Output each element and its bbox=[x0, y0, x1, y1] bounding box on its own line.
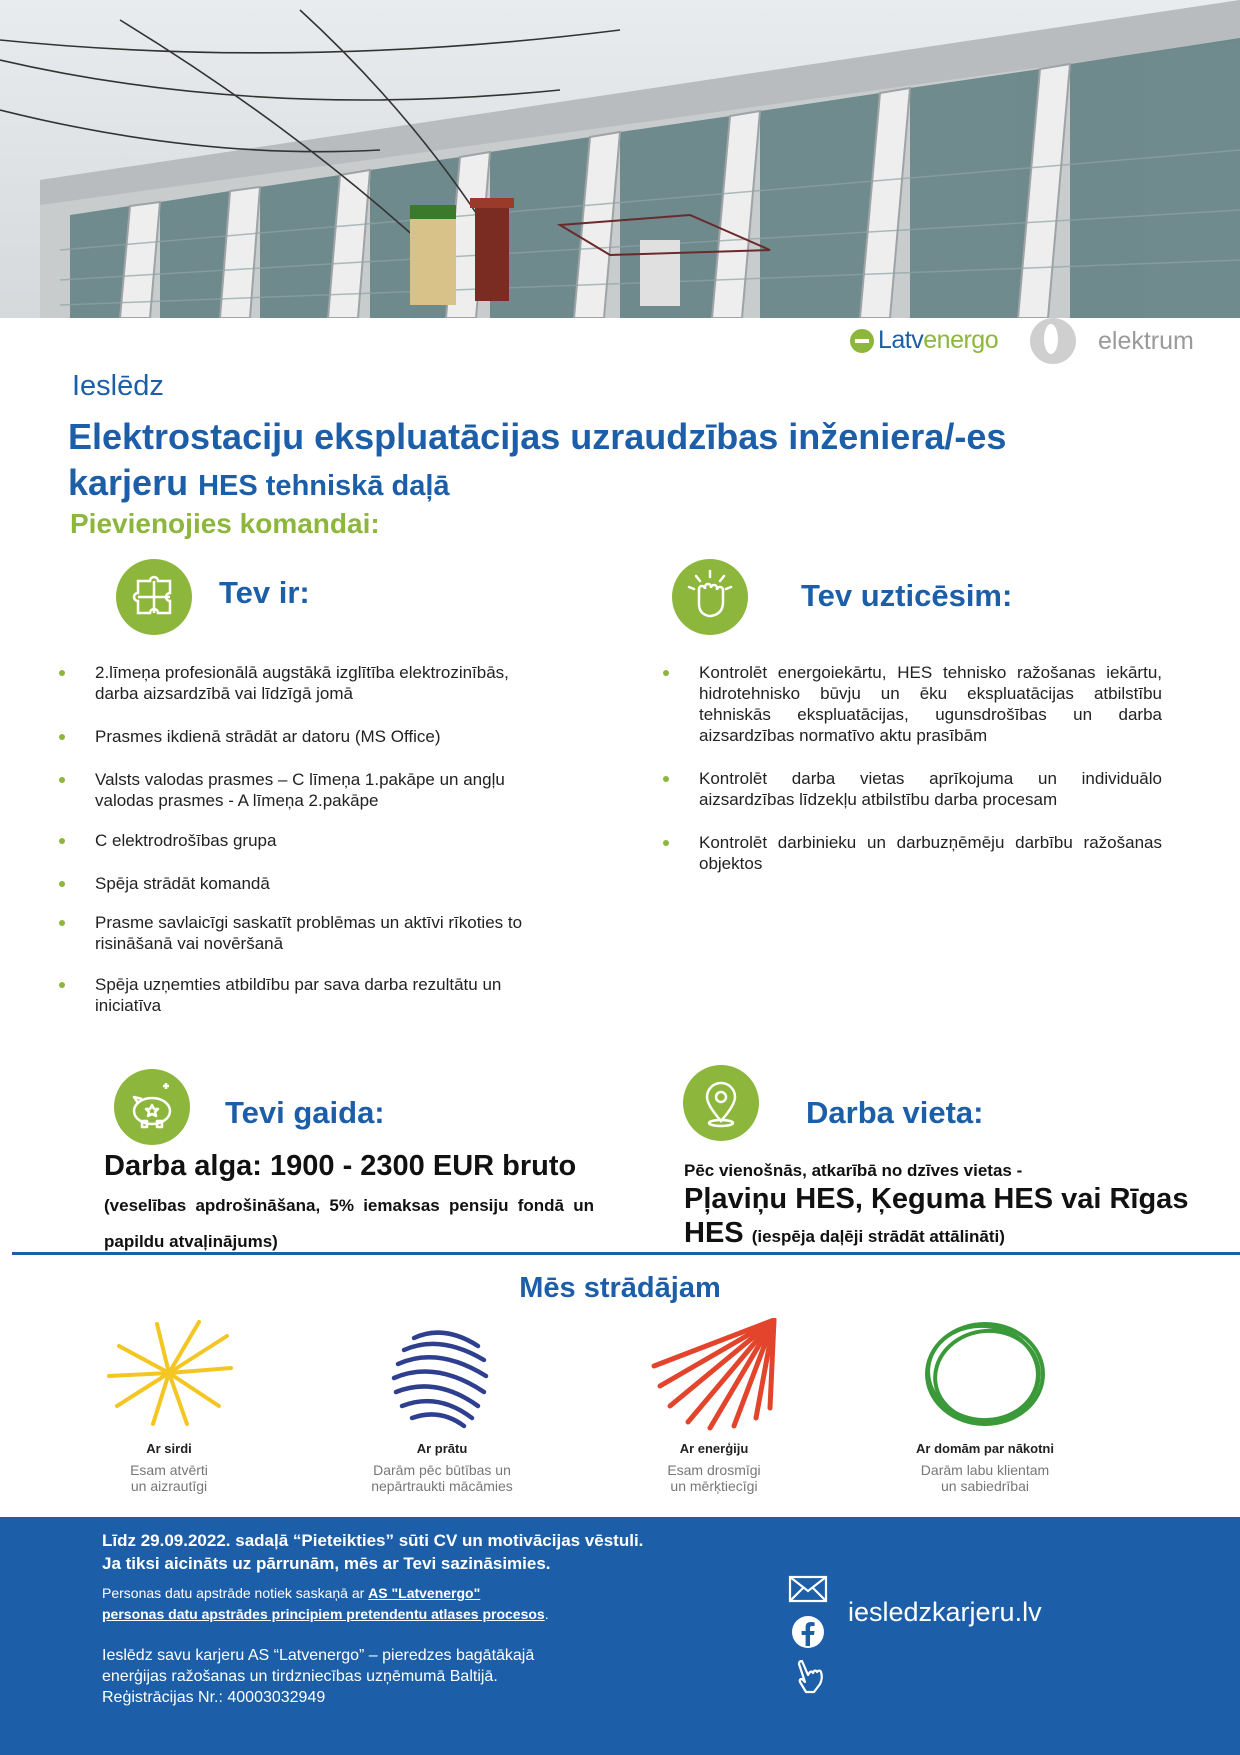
section-divider bbox=[12, 1252, 1240, 1255]
privacy-link-company[interactable]: AS "Latvenergo" bbox=[368, 1585, 481, 1601]
elektrum-logo bbox=[1030, 318, 1194, 364]
requirement-item: C elektrodrošības grupa bbox=[95, 830, 557, 851]
latvenergo-logo bbox=[850, 326, 998, 355]
duties-title: Tev uzticēsim: bbox=[801, 578, 1013, 613]
requirement-item: Valsts valodas prasmes – C līmeņa 1.pakāpe un angļu valodas prasmes - A līmeņa 2.pakāpe bbox=[95, 769, 557, 811]
value-future bbox=[885, 1318, 1085, 1494]
value-heart-desc: Esam atvērti un aizrautīgi bbox=[130, 1462, 208, 1494]
value-heart-title: Ar sirdi bbox=[146, 1441, 192, 1456]
privacy-notice: Personas datu apstrāde notiek saskaņā ar AS "Latvenergo" personas datu apstrādes principiem pretendentu atlases procesos. bbox=[102, 1585, 549, 1622]
sun-burst-icon bbox=[69, 1318, 269, 1436]
salary-note: (veselības apdrošināšana, 5% iemaksas pensiju fondā un papildu atvaļinājums) bbox=[104, 1196, 594, 1251]
latvenergo-logo-text: Latvenergo bbox=[878, 326, 999, 354]
value-energy bbox=[614, 1318, 814, 1494]
privacy-link-principles[interactable]: personas datu apstrādes principiem pretendentu atlases procesos bbox=[102, 1606, 545, 1622]
envelope-icon[interactable] bbox=[788, 1569, 828, 1609]
job-title-line1: Elektrostaciju ekspluatācijas uzraudzības inženiera/-es bbox=[68, 416, 1007, 457]
location-lead: Pēc vienošnās, atkarībā no dzīves vietas - bbox=[684, 1161, 1023, 1180]
duty-item: Kontrolēt energoiekārtu, HES tehnisko ražošanas iekārtu, hidrotehnisko būvju un ēku ekspluatācijas atbilstību tehniskās ekspluatācijas, ugunsdrošības un darba aizsardzības normatīvo aktu prasībām bbox=[699, 663, 1162, 745]
value-energy-title: Ar enerģiju bbox=[679, 1441, 749, 1456]
benefits-title: Tevi gaida: bbox=[225, 1095, 385, 1130]
requirements-list bbox=[95, 662, 557, 1016]
value-mind bbox=[342, 1318, 542, 1494]
kicker: Ieslēdz bbox=[72, 370, 164, 402]
duties-list bbox=[699, 662, 1162, 874]
value-future-desc: Darām labu klientam un sabiedrībai bbox=[920, 1462, 1050, 1494]
requirement-item: Prasmes ikdienā strādāt ar datoru (MS Office) bbox=[95, 726, 557, 747]
piggy-bank-icon bbox=[114, 1069, 190, 1145]
hero-photo bbox=[0, 0, 1240, 318]
facebook-icon[interactable] bbox=[788, 1612, 828, 1652]
registration-number: Reģistrācijas Nr.: 40003032949 bbox=[102, 1689, 326, 1706]
salary: Darba alga: 1900 - 2300 EUR bruto bbox=[104, 1150, 577, 1182]
requirement-item: 2.līmeņa profesionālā augstākā izglītība elektrozinībās, darba aizsardzībā vai līdzīgā jomā bbox=[95, 662, 557, 704]
join-team-heading: Pievienojies komandai: bbox=[70, 508, 380, 539]
value-energy-desc: Esam drosmīgi un mērķtiecīgi bbox=[667, 1462, 761, 1494]
puzzle-icon bbox=[116, 559, 192, 635]
duty-item: Kontrolēt darba vietas aprīkojuma un individuālo aizsardzības līdzekļu atbilstību darba procesam bbox=[699, 769, 1162, 809]
rings-icon bbox=[885, 1318, 1085, 1436]
value-mind-title: Ar prātu bbox=[416, 1441, 468, 1456]
duty-item: Kontrolēt darbinieku un darbuzņēmēju darbību ražošanas objektos bbox=[699, 833, 1162, 873]
application-instructions: Līdz 29.09.2022. sadaļā “Pieteikties” sūti CV un motivācijas vēstuli. Ja tiksi aicināts uz pārrunām, mēs ar Tevi sazināsimies. bbox=[102, 1531, 644, 1573]
footer bbox=[0, 1517, 1240, 1755]
elektrum-logo-mark bbox=[1030, 318, 1076, 364]
rays-icon bbox=[614, 1318, 814, 1436]
value-heart bbox=[69, 1318, 269, 1494]
website-link[interactable]: iesledzkarjeru.lv bbox=[848, 1597, 1042, 1627]
location-title: Darba vieta: bbox=[806, 1095, 984, 1130]
latvenergo-logo-mark bbox=[850, 329, 874, 353]
pointer-hand-icon[interactable] bbox=[788, 1657, 828, 1697]
elektrum-logo-text: elektrum bbox=[1098, 326, 1194, 355]
requirement-item: Prasme savlaicīgi saskatīt problēmas un aktīvi rīkoties to risināšanā vai novēršanā bbox=[95, 912, 557, 954]
value-mind-desc: Darām pēc būtības un nepārtraukti mācāmies bbox=[371, 1462, 513, 1494]
company-about: Ieslēdz savu karjeru AS “Latvenergo” – pieredzes bagātākajā enerģijas ražošanas un tirdzniecības uzņēmumā Baltijā. Reģistrācijas Nr.: 40003032949 bbox=[102, 1645, 742, 1708]
location-pin-icon bbox=[683, 1065, 759, 1141]
job-title bbox=[68, 414, 1128, 509]
job-title-line2: karjeru HES tehniskā daļā bbox=[68, 462, 450, 503]
requirement-item: Spēja strādāt komandā bbox=[95, 873, 557, 894]
values-title: Mēs strādājam bbox=[519, 1272, 721, 1304]
requirement-item: Spēja uzņemties atbildību par sava darba rezultātu un iniciatīva bbox=[95, 974, 557, 1016]
value-future-title: Ar domām par nākotni bbox=[916, 1441, 1054, 1456]
fist-icon bbox=[672, 559, 748, 635]
location-places: Pļaviņu HES, Ķeguma HES vai Rīgas HES (iespēja daļēji strādāt attālināti) bbox=[684, 1183, 1189, 1249]
waves-icon bbox=[342, 1318, 542, 1436]
requirements-title: Tev ir: bbox=[219, 575, 310, 610]
